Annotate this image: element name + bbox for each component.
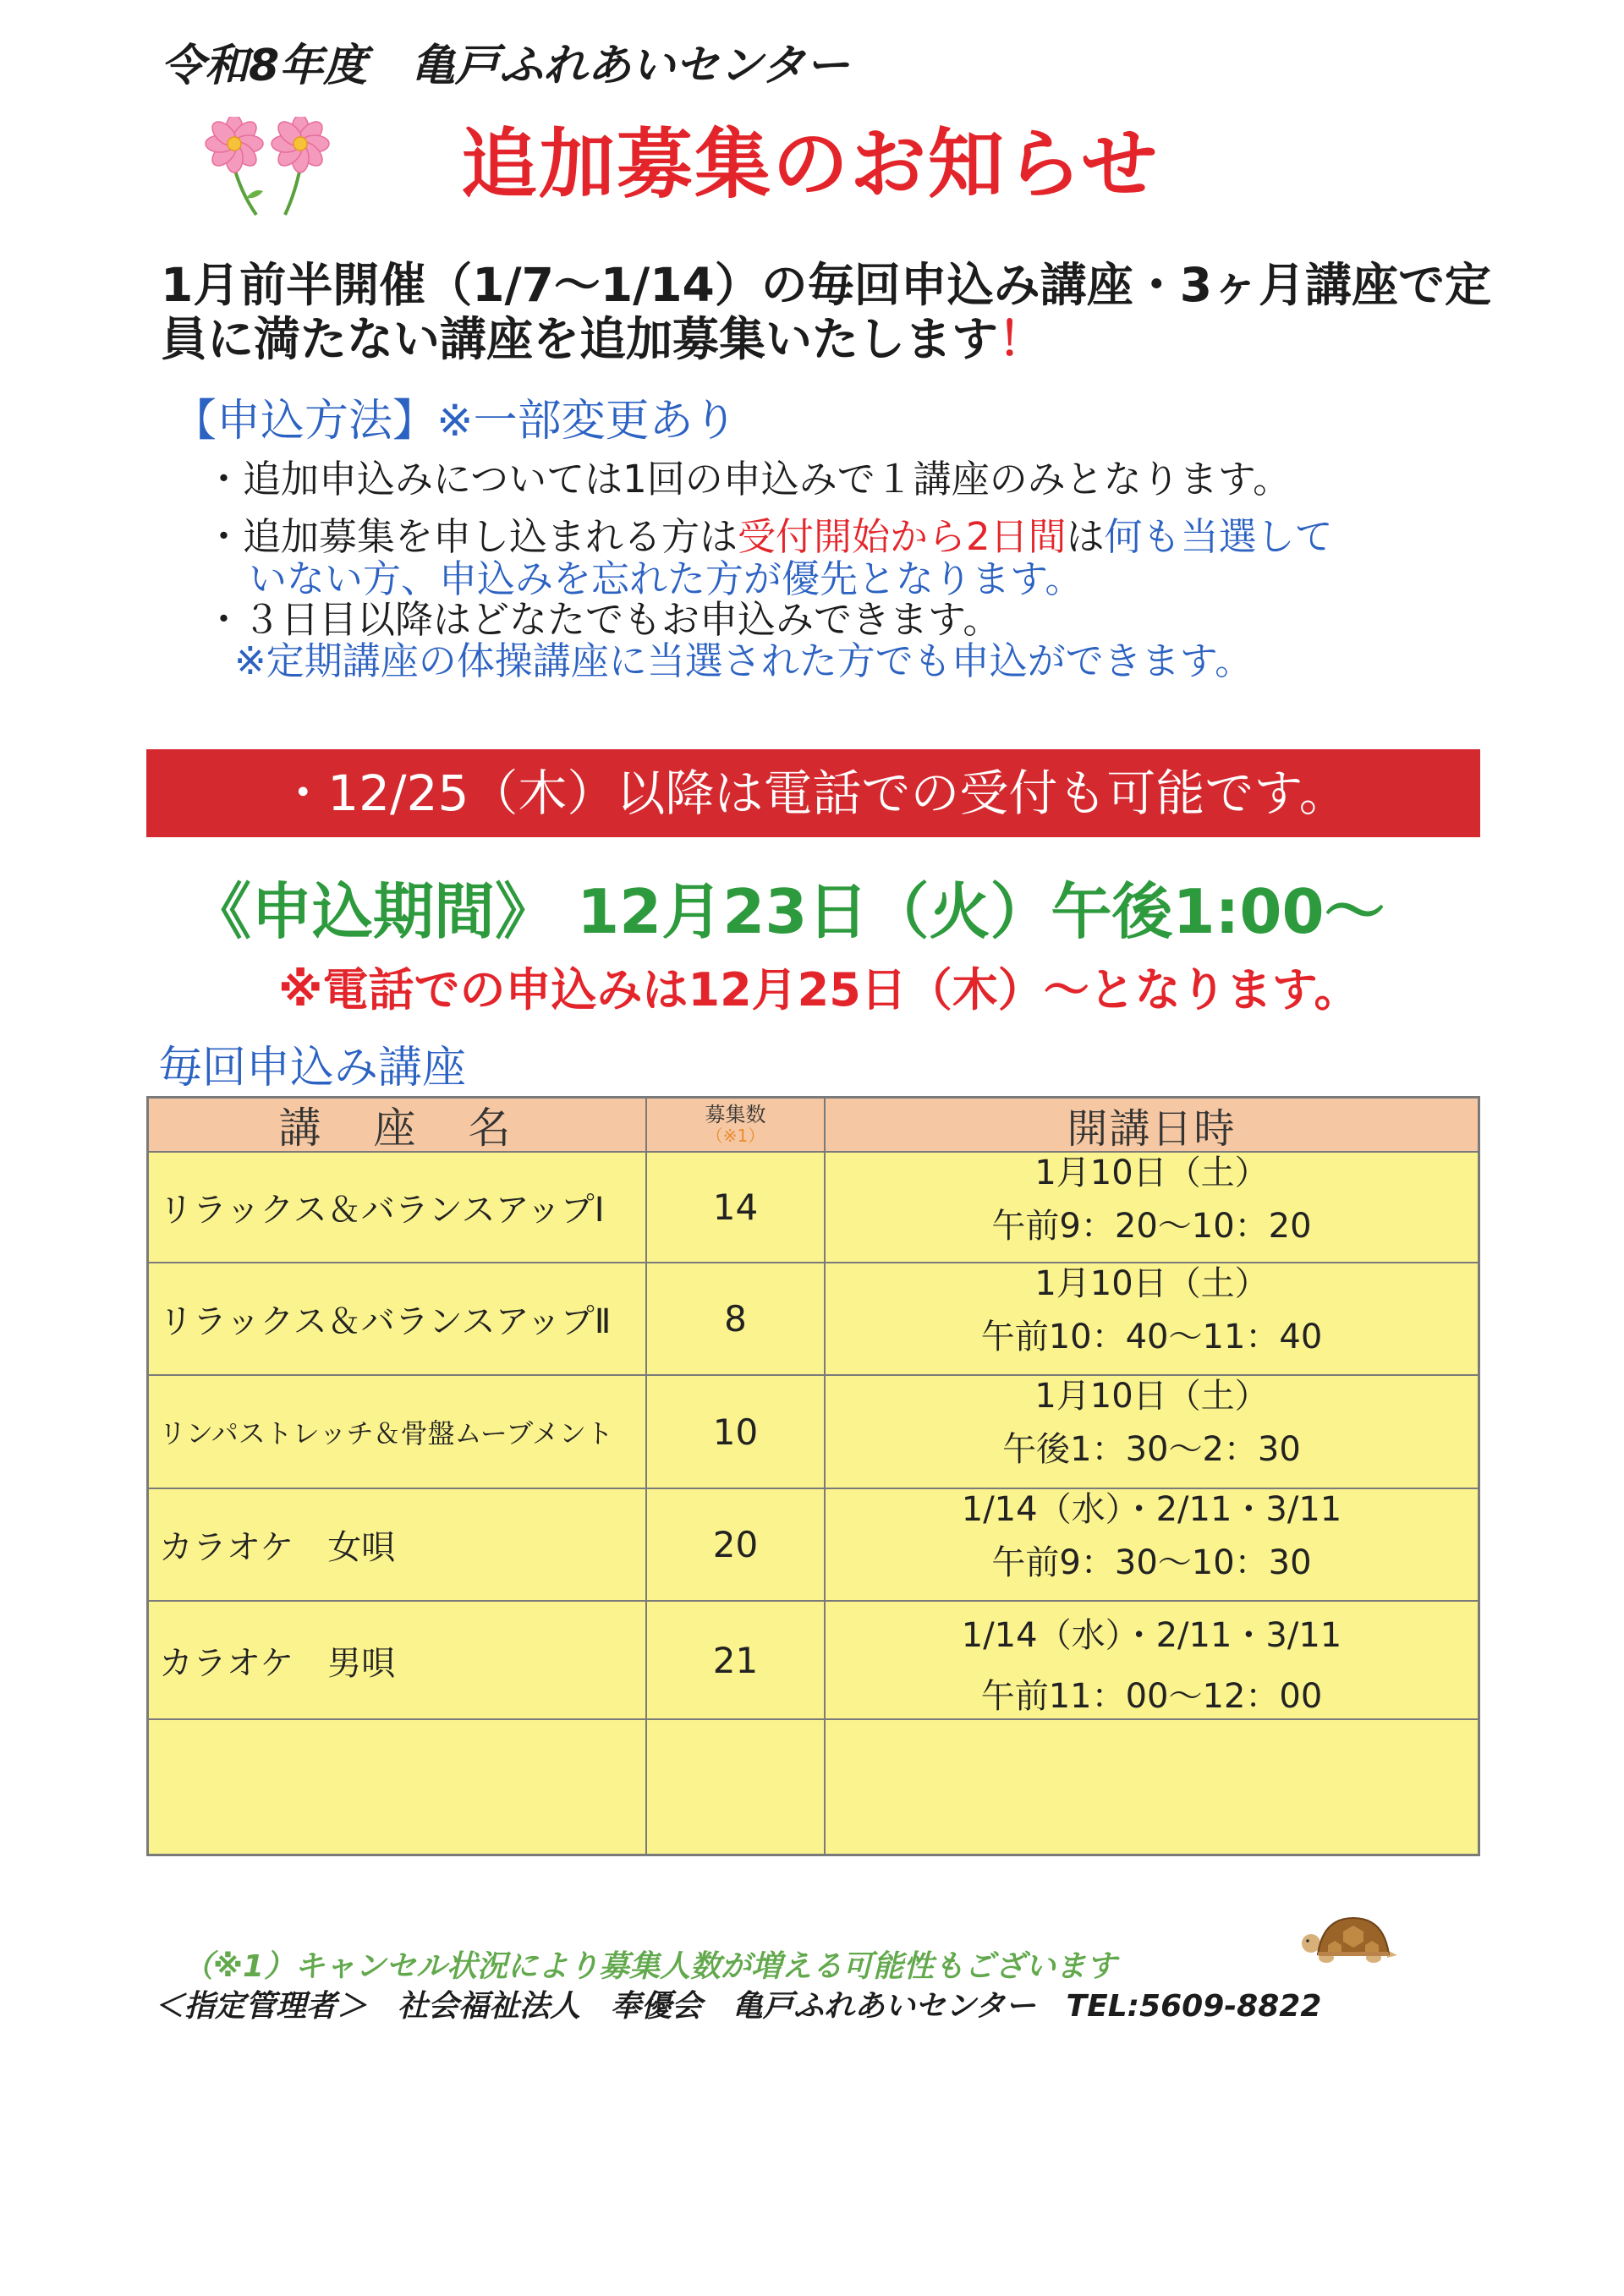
phone-application-note: ※電話での申込みは12月25日（木）～となります。 <box>278 963 1360 1016</box>
course-schedule-empty <box>824 1720 1478 1854</box>
rule-day-three: ・３日目以降はどなたでもお申込みできます。 <box>205 597 1001 642</box>
course-name: リラックス＆バランスアップⅠ <box>159 1191 605 1230</box>
course-capacity: 8 <box>645 1263 824 1374</box>
notice-title: 追加募集のお知らせ <box>461 120 1160 209</box>
column-header-course-name: 講 座 名 <box>278 1104 516 1151</box>
table-row <box>149 1374 1478 1488</box>
rule-one-course-limit: ・追加申込みについては1回の申込みで１講座のみとなります。 <box>205 457 1292 501</box>
table-row <box>149 1600 1478 1718</box>
column-header-schedule: 開講日時 <box>824 1099 1478 1151</box>
course-name-empty <box>149 1720 645 1854</box>
course-schedule <box>824 1602 1478 1718</box>
course-schedule <box>824 1263 1478 1374</box>
course-date: 1/14（水）・2/11・3/11 <box>961 1490 1342 1529</box>
course-table <box>146 1096 1480 1856</box>
course-schedule <box>824 1376 1478 1488</box>
phone-acceptance-banner: ・12/25（木）以降は電話での受付も可能です。 <box>146 749 1480 837</box>
table-row-empty <box>149 1718 1478 1854</box>
course-time: 午前10：40～11：40 <box>980 1318 1323 1356</box>
table-row <box>149 1488 1478 1600</box>
course-name: カラオケ 男唄 <box>159 1643 396 1683</box>
table-header-row <box>149 1099 1478 1151</box>
course-name: リラックス＆バランスアップⅡ <box>159 1302 612 1341</box>
course-time: 午前9：20～10：20 <box>991 1207 1312 1246</box>
course-capacity: 14 <box>645 1153 824 1262</box>
rule-priority <box>205 516 1333 558</box>
course-schedule <box>824 1153 1478 1262</box>
course-date: 1月10日（土） <box>1034 1377 1269 1416</box>
course-time: 午後1：30～2：30 <box>1002 1430 1301 1469</box>
course-name: リンパストレッチ＆骨盤ムーブメント <box>159 1417 613 1449</box>
operator-contact: ＜指定管理者＞ 社会福祉法人 奉優会 亀戸ふれあいセンター TEL:5609-8822 <box>154 1989 1322 2024</box>
course-date: 1月10日（土） <box>1034 1264 1269 1303</box>
course-capacity-empty <box>645 1720 824 1854</box>
course-capacity: 21 <box>645 1602 824 1718</box>
capacity-footnote-marker: （※1） <box>705 1126 765 1146</box>
rule-note: ※定期講座の体操講座に当選された方でも申込ができます。 <box>234 638 1254 683</box>
rule-priority-lead: ・追加募集を申し込まれる方は <box>205 514 738 559</box>
course-date: 1/14（水）・2/11・3/11 <box>961 1616 1342 1655</box>
application-period: 《申込期間》 12月23日（火）午後1:00～ <box>190 876 1385 947</box>
course-date: 1月10日（土） <box>1034 1153 1269 1192</box>
table-row <box>149 1262 1478 1374</box>
capacity-footnote: （※1）キャンセル状況により募集人数が増える可能性もございます <box>183 1949 1117 1984</box>
course-time: 午前9：30～10：30 <box>991 1543 1312 1582</box>
application-method-heading: 【申込方法】※一部変更あり <box>173 396 738 447</box>
course-capacity: 20 <box>645 1489 824 1600</box>
intro-exclamation: ！ <box>998 312 1045 366</box>
course-capacity: 10 <box>645 1376 824 1488</box>
table-row <box>149 1151 1478 1262</box>
course-name: カラオケ 女唄 <box>159 1528 396 1567</box>
intro-line-2-text: 員に満たない講座を追加募集いたします <box>161 312 999 366</box>
courses-heading: 毎回申込み講座 <box>158 1043 467 1093</box>
cosmos-flowers-icon <box>197 117 345 216</box>
rule-priority-joiner: は <box>1066 514 1105 559</box>
intro-line-1: 1月前半開催（1/7～1/14）の毎回申込み講座・3ヶ月講座で定 <box>161 258 1492 312</box>
column-header-capacity <box>645 1099 824 1151</box>
capacity-label: 募集数 <box>705 1103 766 1126</box>
rule-priority-continuation: いない方、申込みを忘れた方が優先となります。 <box>249 556 1084 601</box>
course-time: 午前11：00～12：00 <box>980 1677 1323 1716</box>
rule-priority-emphasis: 受付開始から2日間 <box>738 514 1067 559</box>
course-schedule <box>824 1489 1478 1600</box>
organizer-title: 令和8年度 亀戸ふれあいセンター <box>161 41 850 91</box>
intro-line-2 <box>161 312 1045 366</box>
turtle-icon <box>1299 1913 1397 1965</box>
rule-priority-target: 何も当選して <box>1104 514 1333 559</box>
